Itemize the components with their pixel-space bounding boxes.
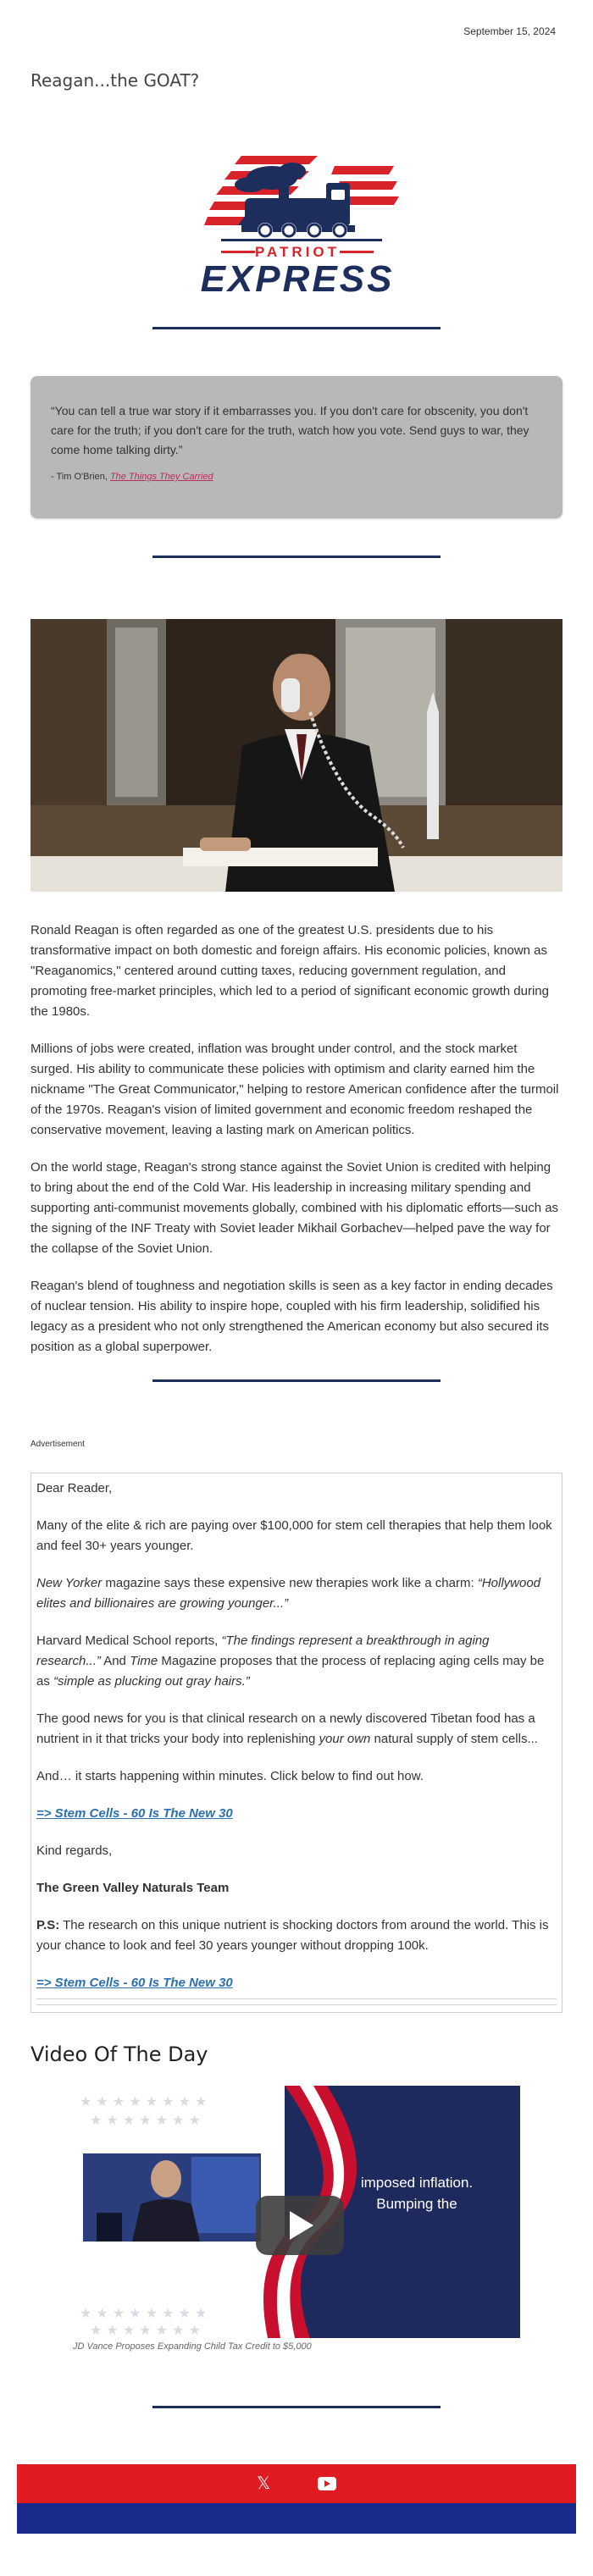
play-button-icon <box>256 2196 344 2255</box>
video-thumbnail[interactable] <box>73 2086 520 2338</box>
section-divider <box>152 556 441 558</box>
svg-text:★ ★ ★ ★ ★ ★ ★ ★: ★ ★ ★ ★ ★ ★ ★ ★ <box>80 2093 208 2109</box>
ad-link-paragraph <box>36 1804 557 1824</box>
quote-author: - Tim O'Brien, <box>51 472 110 482</box>
patriot-express-logo[interactable] <box>191 146 402 307</box>
quote-source-link[interactable]: The Things They Carried <box>109 472 213 482</box>
ad-text-fragment: The good news for you is that clinical research on a newly discovered Tibetan food has a nutrient in it that tricks your body into replenishing <box>36 1711 535 1746</box>
svg-text:★ ★ ★ ★ ★ ★ ★: ★ ★ ★ ★ ★ ★ ★ <box>90 2112 201 2128</box>
newsletter-headline: Reagan...the GOAT? <box>30 70 200 91</box>
ad-paragraph <box>36 1573 557 1614</box>
ad-link-paragraph <box>36 1973 557 1993</box>
logo-bottom-word: EXPRESS <box>200 258 395 300</box>
ad-text-fragment: your own <box>319 1732 371 1746</box>
ad-text-fragment: “Hollywood elites and billionaires are growing younger...” <box>36 1576 541 1611</box>
ad-closing: Kind regards, <box>36 1844 113 1858</box>
ad-text-fragment: And <box>100 1654 130 1668</box>
quote-text: “You can tell a true war story if it embarrasses you. If you don't care for obscenity, you don't care for the truth; if you don't care for the truth, watch how you vote. Send guys to war, they come home talking dirty.” <box>51 404 529 456</box>
advertisement-box <box>30 1473 563 2013</box>
article-paragraph: Reagan's blend of toughness and negotiation skills is seen as a key factor in ending decades of nuclear tension. His ability to inspire hope, coupled with his firm leadership, solidified his legacy as a president who not only strengthened the American economy but also secured its position as a global superpower. <box>30 1279 553 1354</box>
footer-social-bar <box>17 2464 576 2503</box>
ad-text-fragment: “simple as plucking out gray hairs.” <box>53 1674 250 1689</box>
video-overlay-line-2: Bumping the <box>376 2196 457 2212</box>
ad-paragraph <box>36 1631 557 1692</box>
article-paragraph: On the world stage, Reagan's strong stance against the Soviet Union is credited with helping to bring about the end of the Cold War. His leadership in increasing military spending and supporting anti-communist movements globally, combined with his diplomatic efforts—such as the signing of the INF Treaty with Soviet leader Mikhail Gorbachev—helped pave the way for the collapse of the Soviet Union. <box>30 1160 559 1256</box>
ad-greeting: Dear Reader, <box>36 1481 113 1495</box>
ad-text-fragment: Harvard Medical School reports, <box>36 1633 222 1648</box>
issue-date: September 15, 2024 <box>463 25 556 37</box>
quote-attribution <box>51 472 542 482</box>
ad-text-fragment: New Yorker <box>36 1576 103 1590</box>
advertisement-label: Advertisement <box>30 1440 85 1449</box>
ad-text-fragment: Magazine proposes that the process of replacing aging cells may be as <box>36 1654 545 1689</box>
ad-postscript <box>36 1915 557 1956</box>
footer-bottom-bar <box>17 2503 576 2534</box>
x-social-icon[interactable]: 𝕏 <box>256 2474 271 2493</box>
article-paragraph: Ronald Reagan is often regarded as one of the greatest U.S. presidents due to his transformative impact on both domestic and foreign affairs. His economic policies, known as "Reaganomics," centered around cutting taxes, reducing government regulation, and promoting free-market principles, which led to a period of significant economic growth during the 1980s. <box>30 923 549 1019</box>
article-body <box>0 892 593 1357</box>
ad-cta-link-2[interactable]: => Stem Cells - 60 Is The New 30 <box>36 1976 233 1990</box>
youtube-icon[interactable] <box>318 2477 336 2490</box>
ad-signature: The Green Valley Naturals Team <box>36 1881 230 1895</box>
ad-text-fragment: “The findings represent a breakthrough in aging research...” <box>36 1633 490 1668</box>
ad-paragraph: Many of the elite & rich are paying over $100,000 for stem cell therapies that help them look and feel 30+ years younger. <box>36 1518 552 1553</box>
ad-text-fragment: natural supply of stem cells... <box>370 1732 538 1746</box>
ad-footer-lines <box>36 1998 557 2005</box>
quote-box <box>30 376 563 518</box>
video-section-title: Video Of The Day <box>30 2043 208 2066</box>
ad-cta-link[interactable]: => Stem Cells - 60 Is The New 30 <box>36 1806 233 1821</box>
video-overlay-line-1: imposed inflation. <box>360 2175 474 2191</box>
svg-text:★ ★ ★ ★ ★ ★ ★ ★: ★ ★ ★ ★ ★ ★ ★ ★ <box>80 2305 208 2321</box>
logo-top-word: PATRIOT <box>254 244 341 260</box>
reagan-photo[interactable] <box>30 619 563 892</box>
ad-ps-text: The research on this unique nutrient is shocking doctors from around the world. This is your chance to look and feel 30 years younger without dropping 100k. <box>36 1918 549 1953</box>
ad-paragraph: And… it starts happening within minutes. Click below to find out how. <box>36 1769 424 1783</box>
video-caption: JD Vance Proposes Expanding Child Tax Credit to $5,000 <box>73 2341 312 2352</box>
ad-text-fragment: magazine says these expensive new therapies work like a charm: <box>102 1576 478 1590</box>
article-paragraph: Millions of jobs were created, inflation was brought under control, and the stock market surged. His ability to communicate these policies with optimism and clarity earned him the nickname "The Great Communicator," helping to restore American confidence after the turmoil of the 1970s. Reagan's vision of limited government and economic freedom reshaped the conservative movement, leaving a lasting mark on American politics. <box>30 1042 559 1137</box>
ad-paragraph <box>36 1709 557 1750</box>
ad-ps-label: P.S: <box>36 1918 60 1932</box>
svg-text:★ ★ ★ ★ ★ ★ ★: ★ ★ ★ ★ ★ ★ ★ <box>90 2322 201 2338</box>
ad-text-fragment: Time <box>130 1654 158 1668</box>
